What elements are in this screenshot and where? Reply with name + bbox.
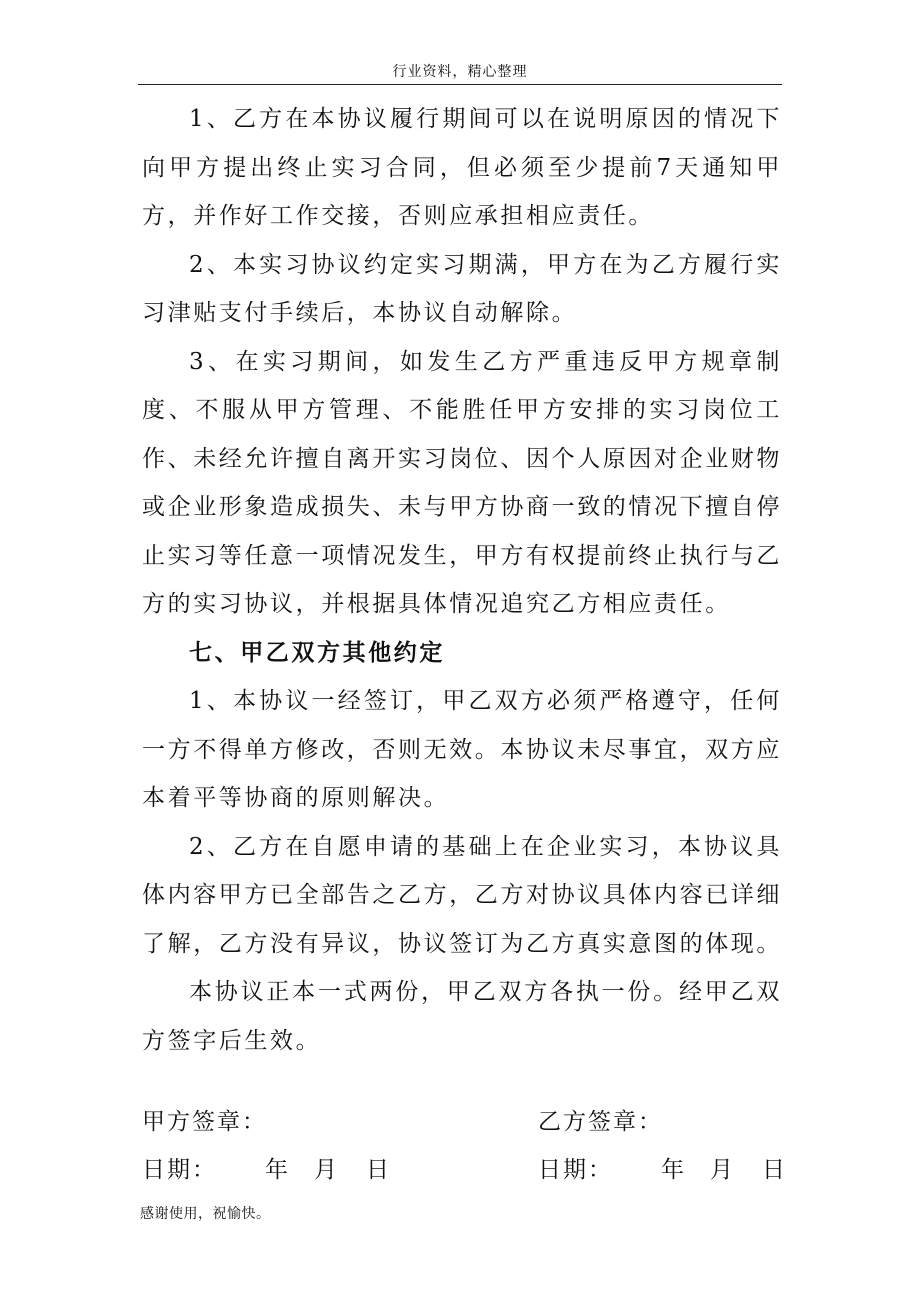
section-heading: 七、甲乙双方其他约定 bbox=[189, 638, 445, 666]
party-a-year-label: 年 bbox=[265, 1157, 288, 1183]
party-a-date-label: 日期： bbox=[142, 1157, 217, 1183]
agreement-paragraph-1: 1、本协议一经签订，甲乙双方必须严格遵守，任何一方不得单方修改，否则无效。本协议未尽事宜，双方应本着平等协商的原则解决。 bbox=[142, 688, 782, 811]
party-b-year-label: 年 bbox=[661, 1157, 684, 1183]
page-header: 行业资料，精心整理 bbox=[392, 64, 528, 80]
clause-paragraph-2: 2、本实习协议约定实习期满，甲方在为乙方履行实习津贴支付手续后，本协议自动解除。 bbox=[142, 251, 782, 326]
party-b-signature-label: 乙方签章： bbox=[538, 1109, 663, 1135]
party-a-signature-label: 甲方签章： bbox=[142, 1109, 267, 1135]
party-a-day-label: 日 bbox=[366, 1157, 389, 1183]
document-body bbox=[142, 95, 782, 1065]
agreement-paragraph-2: 2、乙方在自愿申请的基础上在企业实习，本协议具体内容甲方已全部告之乙方，乙方对协议具体内容已详细了解，乙方没有异议，协议签订为乙方真实意图的体现。 bbox=[142, 833, 782, 957]
party-b-month-label: 月 bbox=[710, 1157, 733, 1183]
clause-paragraph-1: 1、乙方在本协议履行期间可以在说明原因的情况下向甲方提出终止实习合同，但必须至少提前7天通知甲方，并作好工作交接，否则应承担相应责任。 bbox=[142, 106, 782, 229]
clause-paragraph-3: 3、在实习期间，如发生乙方严重违反甲方规章制度、不服从甲方管理、不能胜任甲方安排的实习岗位工作、未经允许擅自离开实习岗位、因个人原因对企业财物或企业形象造成损失、未与甲方协商一致的情况下擅自停止实习等任意一项情况发生，甲方有权提前终止执行与乙方的实习协议，并根据具体情况追究乙方相应责任。 bbox=[142, 348, 782, 617]
party-b-date-label: 日期： bbox=[538, 1157, 613, 1183]
page-footer: 感谢使用，祝愉快。 bbox=[140, 1206, 271, 1222]
party-a-month-label: 月 bbox=[314, 1157, 337, 1183]
header-divider bbox=[138, 84, 782, 85]
agreement-paragraph-3: 本协议正本一式两份，甲乙双方各执一份。经甲乙双方签字后生效。 bbox=[142, 979, 782, 1054]
party-b-day-label: 日 bbox=[762, 1157, 785, 1183]
